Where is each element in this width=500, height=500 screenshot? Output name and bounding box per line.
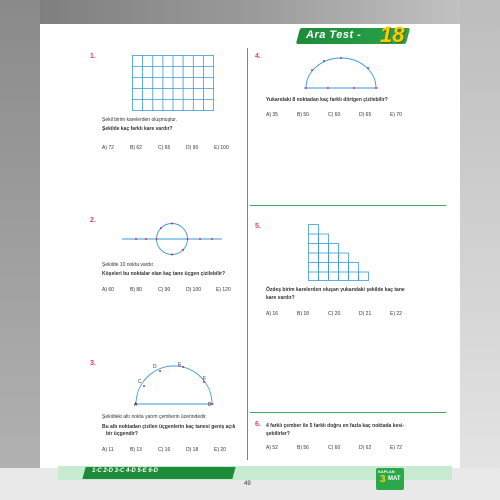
question-1-text: Şekilde kaç farklı kare vardır?: [102, 126, 173, 132]
header-title: Ara Test -: [306, 29, 362, 41]
question-2-options: [102, 287, 244, 293]
option-c[interactable]: C) 16: [158, 447, 171, 453]
option-a[interactable]: A) 60: [102, 287, 114, 293]
option-c[interactable]: C) 60: [328, 112, 341, 118]
question-1-caption: Şekil birim karelerden oluşmuştur.: [102, 117, 178, 123]
question-5-text-line1: Özdeş birim karelerden oluşan yukarıdaki şekilde kaç tane: [266, 287, 405, 293]
option-e[interactable]: E) 120: [216, 287, 231, 293]
question-1-options: [102, 145, 242, 151]
option-d[interactable]: D) 100: [186, 287, 202, 293]
arc-points-figure: [302, 56, 380, 94]
page-number: 49: [244, 481, 251, 487]
option-e[interactable]: E) 20: [214, 447, 226, 453]
option-a[interactable]: A) 52: [266, 445, 278, 451]
option-e[interactable]: E) 72: [390, 445, 402, 451]
answer-key: 1-C 2-D 3-C 4-D 5-E 6-D: [92, 468, 159, 474]
circle-line-figure: [120, 222, 224, 256]
option-b[interactable]: B) 56: [297, 445, 309, 451]
question-3-text-line2: bir üçgendir?: [106, 431, 138, 437]
grid-figure: [132, 55, 214, 111]
option-c[interactable]: C) 65: [158, 145, 171, 151]
question-4-number: 4.: [255, 53, 261, 60]
option-d[interactable]: D) 18: [186, 447, 199, 453]
question-3-options: [102, 447, 242, 453]
question-4-options: [266, 112, 421, 118]
point-label-d: D: [153, 364, 157, 370]
question-4-text: Yukarıdaki 8 noktadan kaç farklı dörtgen çizilebilir?: [266, 97, 388, 103]
option-c[interactable]: C) 20: [328, 311, 341, 317]
option-b[interactable]: B) 80: [130, 287, 142, 293]
option-c[interactable]: C) 90: [158, 287, 171, 293]
point-label-b: B: [208, 402, 212, 408]
option-b[interactable]: B) 13: [130, 447, 142, 453]
semicircle-figure: [130, 364, 220, 412]
point-label-f: F: [203, 376, 207, 382]
question-6-options: [266, 445, 421, 451]
point-label-c: C: [138, 379, 142, 385]
question-1-number: 1.: [90, 53, 96, 60]
point-label-a: A: [134, 402, 138, 408]
question-6-text-line2: şebilirler?: [266, 431, 290, 437]
option-d[interactable]: D) 90: [186, 145, 199, 151]
option-a[interactable]: A) 11: [102, 447, 114, 453]
option-d[interactable]: D) 62: [359, 445, 372, 451]
question-6-number: 6.: [255, 421, 261, 428]
question-3-text-line1: Bu altı noktadan çizilen üçgenlerin kaç tanesi geniş açılı: [102, 424, 236, 430]
divider-q4-q5: [250, 205, 446, 206]
right-frame: [460, 0, 500, 500]
point-label-e: E: [178, 362, 182, 368]
page: [58, 24, 452, 468]
header-number: 18: [380, 22, 405, 47]
question-5-number: 5.: [255, 223, 261, 230]
option-a[interactable]: A) 72: [102, 145, 114, 151]
question-5-text-line2: kare vardır?: [266, 295, 295, 301]
option-b[interactable]: B) 18: [297, 311, 309, 317]
option-b[interactable]: B) 50: [297, 112, 309, 118]
question-5-options: [266, 311, 421, 317]
question-2-text: Köşeleri bu noktalar olan kaç tane üçgen çizilebilir?: [102, 271, 226, 277]
option-e[interactable]: E) 100: [214, 145, 229, 151]
option-e[interactable]: E) 70: [390, 112, 402, 118]
staircase-figure: [308, 224, 370, 282]
logo-number: 3: [380, 474, 386, 485]
option-e[interactable]: E) 22: [390, 311, 402, 317]
column-divider: [247, 48, 248, 460]
divider-q5-q6: [250, 412, 446, 413]
option-c[interactable]: C) 60: [328, 445, 341, 451]
question-6-text-line1: 4 farklı çember ile 5 farklı doğru en fazla kaç noktada kesi-: [266, 423, 405, 429]
top-frame: [0, 0, 500, 24]
question-2-number: 2.: [90, 217, 96, 224]
question-2-caption: Şekilde 10 nokta vardır.: [102, 262, 155, 268]
logo-text: MAT: [388, 476, 401, 482]
question-3-number: 3.: [90, 360, 96, 367]
logo-top-text: KAPLAN: [378, 469, 395, 474]
option-d[interactable]: D) 21: [359, 311, 372, 317]
option-a[interactable]: A) 35: [266, 112, 278, 118]
option-d[interactable]: D) 65: [359, 112, 372, 118]
option-b[interactable]: B) 62: [130, 145, 142, 151]
left-frame: [0, 0, 40, 500]
question-3-caption: Şekildeki altı nokta yarım çemberin üzerindedir.: [102, 414, 207, 420]
option-a[interactable]: A) 16: [266, 311, 278, 317]
